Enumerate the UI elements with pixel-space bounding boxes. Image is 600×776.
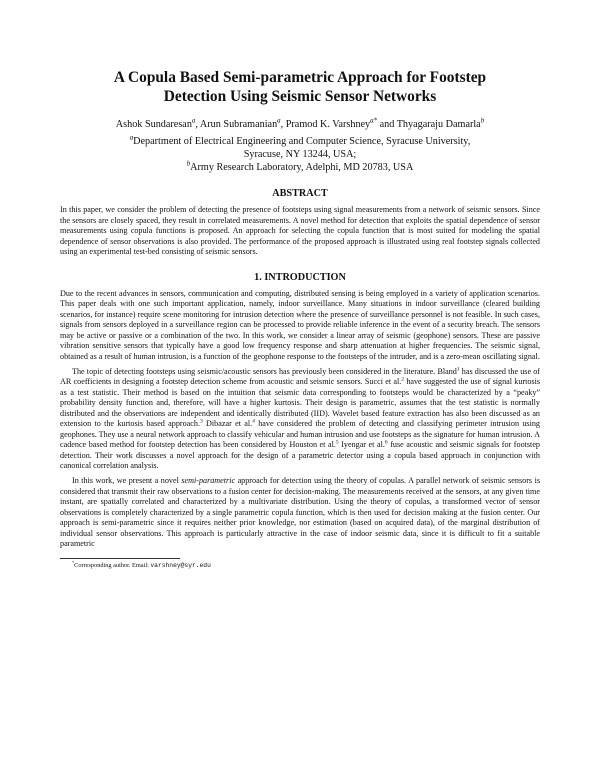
p2-text: has discussed the use of AR coefficients in designing a footstep detection scheme from acoustic and seismic sensors. Succi et al.: [60, 366, 541, 387]
author-name: Ashok Sundaresan: [115, 119, 192, 130]
intro-paragraph-2: [60, 367, 540, 472]
affil-line-1: Department of Electrical Engineering and Computer Science, Syracuse University,: [133, 136, 471, 147]
p2-text: The topic of detecting footsteps using seismic/acoustic sensors has previously been considered in the literature. Bland: [72, 366, 457, 376]
abstract-heading: ABSTRACT: [272, 188, 328, 199]
footnote: [60, 561, 540, 570]
p3-text: In this work, we present a novel: [72, 476, 182, 486]
affil-line-2: Syracuse, NY 13244, USA;: [243, 149, 357, 160]
footnote-email-link[interactable]: varshney@syr.edu: [150, 561, 211, 569]
author-affil-mark: a: [277, 117, 281, 125]
affil-mark: b: [186, 160, 191, 168]
introduction-heading: 1. INTRODUCTION: [254, 271, 346, 283]
author-affil-mark: b: [480, 117, 485, 125]
affil-line-3: Army Research Laboratory, Adelphi, MD 20783, USA: [190, 162, 414, 173]
author-separator: and: [377, 119, 397, 130]
intro-paragraph-3: [60, 476, 540, 550]
paper-title: [60, 68, 540, 106]
author-affil-mark: a: [191, 117, 196, 125]
p2-text: Iyengar et al.: [338, 440, 385, 450]
title-line-1: A Copula Based Semi-parametric Approach for Footstep: [113, 69, 487, 86]
intro-paragraph-1: Due to the recent advances in sensors, communication and computing, distributed sensing is being employed in a variety of application scenarios. This paper deals with one such important application, namely, indoor surveillance. Many situations in indoor surveillance (cleared building scenarios, for instance) require scene monitoring for intrusion detection where the presence of surveillance personnel is not feasible. In such cases, signals from sensors deployed in a surveillance region can be processed to provide reliable inference in the event of a security breach. The sensors may be active or passive or a combination of the two. In this work, we consider a linear array of seismic (geophone) sensors. These are passive vibration sensitive sensors that typically have a good low frequency response and sharp attenuation at higher frequencies. The seismic signal, obtained as a result of human intrusion, is a function of the geophone response to the footsteps of the intruder, and is a zero-mean oscillating signal.: [60, 288, 540, 362]
author-name: Arun Subramanian: [199, 119, 278, 130]
footnote-mark: *: [72, 559, 75, 565]
paper-page: [60, 68, 540, 570]
citation-ref: 1: [456, 365, 460, 372]
p3-text: approach for detection using the theory of copulas. A parallel network of seismic sensors is considered that transmit their raw observations to a fusion center for decision-making. The measurements received at the sensors, at any given time instant, are spatially correlated and characterized by a multivariate distribution. Using the theory of copulas, a transformed vector of sensor observations is completely characterized by a single parametric copula function, which is then used for decision making at the fusion center. Our approach is semi-parametric since it requires neither prior knowledge, nor estimation (based on acquired data), of the marginal distribution of individual sensor observations. This approach is particularly attractive in the case of indoor seismic data, since it is difficult to fit a suitable parametric: [60, 476, 540, 549]
citation-ref: 3: [199, 418, 203, 425]
footnote-divider: [60, 558, 180, 559]
p2-text: have considered the problem of detecting and classifying perimeter intrusion using geophones. They use a neural network approach to classify vehicular and human intrusion and use footsteps as the signature for human intrusion. A cadence based method for footstep detection has been considered by Houston et al.: [60, 419, 540, 450]
abstract-text: In this paper, we consider the problem of detecting the presence of footsteps using signal measurements from a network of seismic sensors. Since the sensors are closely spaced, they result in correlated measurements. A novel method for detection that exploits the spatial dependence of sensor measurements using copula functions is proposed. An approach for selecting the copula function that is most suited for modeling the spatial dependence of sensor observations is also provided. The performance of the proposed approach is illustrated using real footstep signals collected using an experimental test-bed consisting of seismic sensors.: [60, 205, 540, 257]
author-separator: ,: [195, 119, 200, 130]
p2-text: fuse acoustic and seismic signals for footstep detection. Their work discusses a novel approach for the design of a parametric detector using a copula based approach in conjunction with canonical correlation analysis.: [60, 440, 540, 471]
affil-mark: a: [129, 134, 134, 142]
author-name: Pramod K. Varshney: [285, 119, 371, 130]
p2-text: have suggested the use of signal kurtosis as a test statistic. Their method is based on the intuition that seismic data corresponding to footsteps would be characterized by a “peaky” probability density function and, therefore, will have a higher kurtosis. Their design is parametric, assumes that the test statistic is normally distributed and the observations are independent and identically distributed (IID). Wavelet based feature extraction has also been discussed as an extension to the kurtosis based approach.: [60, 377, 541, 429]
citation-ref: 4: [252, 418, 255, 425]
citation-ref: 2: [401, 376, 405, 383]
author-list: [60, 118, 540, 131]
citation-ref: 6: [384, 439, 388, 446]
author-separator: ,: [280, 119, 286, 130]
p2-text: Dibazar et al.: [202, 419, 253, 429]
title-line-2: Detection Using Seismic Sensor Networks: [163, 88, 437, 105]
emphasis-text: semi-parametric: [181, 476, 236, 486]
author-name: Thyagaraju Damarla: [396, 119, 481, 130]
footnote-text: Corresponding author. Email:: [74, 561, 151, 569]
affiliation-block: [60, 135, 540, 174]
citation-ref: 5: [335, 439, 339, 446]
author-affil-mark: a*: [370, 117, 378, 125]
